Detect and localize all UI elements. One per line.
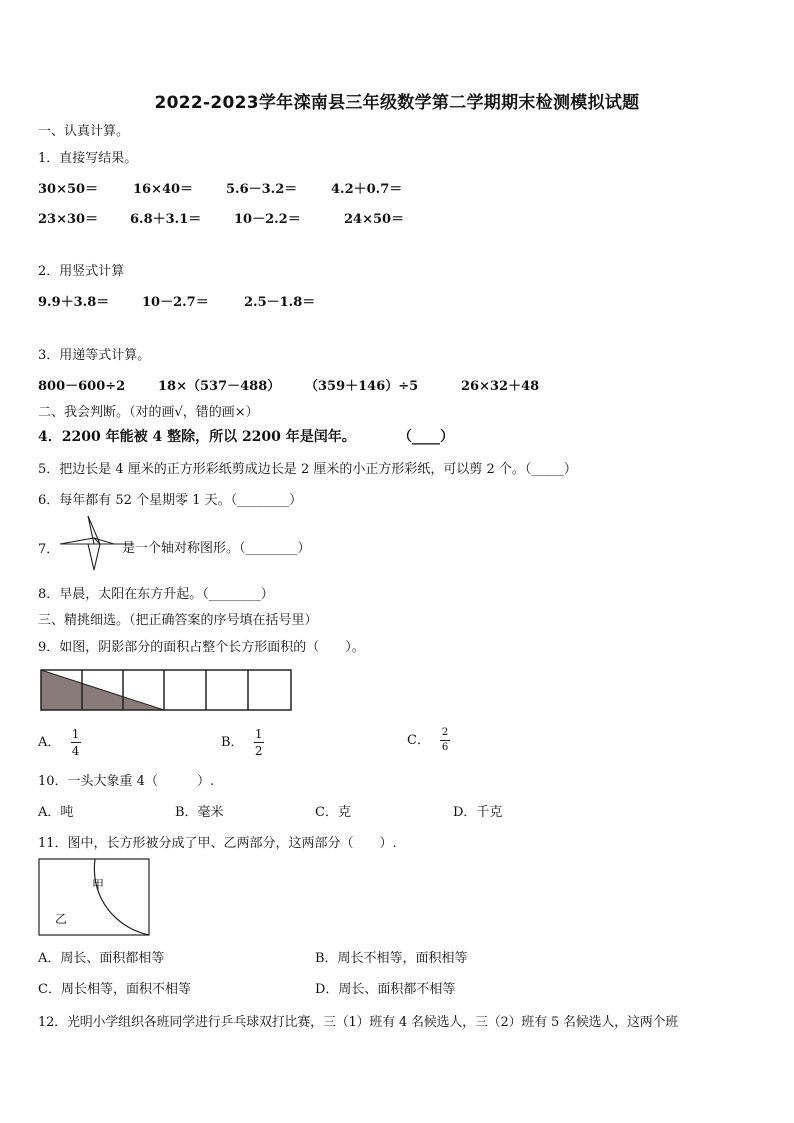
q9-option-c-label: C． (407, 733, 430, 748)
q1-item: 6.8＋3.1＝ (130, 212, 202, 227)
q11-region-yi-label: 乙 (55, 912, 68, 926)
q10-option-a[interactable]: A．吨 (38, 805, 74, 820)
denominator: 2 (254, 744, 263, 758)
q1-label: 1．直接写结果。 (38, 151, 138, 166)
q6-text: 6．每年都有 52 个星期零 1 天。（________） (38, 493, 303, 508)
q7-number: 7． (38, 542, 60, 557)
q4-answer-blank[interactable]: （____） (398, 429, 454, 445)
q3-item: 18×（537－488） (158, 379, 281, 394)
section-2-heading: 二、我会判断。（对的画√，错的画×） (38, 405, 259, 420)
fraction-bar (71, 742, 81, 743)
q12-stem: 12．光明小学组织各班同学进行乒乓球双打比赛，三（1）班有 4 名候选人，三（2）班有 5 名候选人，这两个班 (38, 1015, 679, 1030)
q11-region-jia-label: 甲 (92, 878, 105, 892)
section-1-heading: 一、认真计算。 (38, 124, 130, 139)
q2-item: 2.5－1.8＝ (244, 295, 316, 310)
q1-item: 10－2.2＝ (234, 212, 301, 227)
q5-text: 5．把边长是 4 厘米的正方形彩纸剪成边长是 2 厘米的小正方形彩纸，可以剪 2 个。（_____） (38, 462, 577, 477)
q2-item: 10－2.7＝ (142, 295, 209, 310)
q9-option-a-fraction (71, 727, 81, 758)
q2-label: 2．用竖式计算 (38, 264, 125, 279)
denominator: 6 (441, 742, 449, 753)
q9-option-b[interactable] (221, 727, 264, 758)
q9-option-a-label: A． (38, 735, 61, 750)
fraction-bar (440, 740, 450, 741)
q11-option-a[interactable]: A．周长、面积都相等 (38, 951, 165, 966)
q9-option-b-fraction (254, 727, 264, 758)
q9-option-a[interactable] (38, 727, 81, 758)
q1-item: 24×50＝ (344, 212, 405, 227)
q10-stem: 10．一头大象重 4（ ）. (38, 774, 215, 789)
numerator: 2 (441, 727, 449, 738)
q4-text: 4．2200 年能被 4 整除，所以 2200 年是闰年。 (38, 429, 356, 445)
section-3-heading: 三、精挑细选。（把正确答案的序号填在括号里） (38, 613, 318, 628)
q3-item: 26×32＋48 (461, 379, 540, 394)
q1-item: 16×40＝ (133, 182, 194, 197)
q1-item: 5.6－3.2＝ (226, 182, 298, 197)
q11-option-d[interactable]: D．周长、面积都不相等 (315, 982, 456, 997)
fraction-bar (254, 742, 264, 743)
q3-label: 3．用递等式计算。 (38, 348, 151, 363)
q9-stem: 9．如图，阴影部分的面积占整个长方形面积的（ ）。 (38, 640, 365, 655)
page-title: 2022-2023学年滦南县三年级数学第二学期期末检测模拟试题 (154, 93, 640, 113)
q9-option-b-label: B． (221, 735, 244, 750)
q10-option-b[interactable]: B．毫米 (175, 805, 224, 820)
q8-text: 8．早晨，太阳在东方升起。（________） (38, 587, 274, 602)
q11-option-c[interactable]: C．周长相等，面积不相等 (38, 982, 191, 997)
denominator: 4 (71, 744, 80, 758)
q3-item: （359＋146）÷5 (305, 379, 419, 394)
q1-item: 30×50＝ (38, 182, 99, 197)
q9-option-c-fraction (440, 727, 450, 754)
q11-option-b[interactable]: B．周长不相等，面积相等 (315, 951, 468, 966)
q1-item: 4.2＋0.7＝ (331, 182, 403, 197)
q9-rectangle-figure (40, 669, 292, 711)
q11-stem: 11．图中，长方形被分成了甲、乙两部分，这两部分（ ）. (38, 836, 397, 851)
q9-option-c[interactable] (407, 727, 450, 754)
q1-item: 23×30＝ (38, 212, 99, 227)
numerator: 1 (254, 727, 263, 741)
numerator: 1 (71, 727, 80, 741)
q10-option-d[interactable]: D．千克 (453, 805, 503, 820)
q3-item: 800－600÷2 (38, 379, 126, 394)
q2-item: 9.9＋3.8＝ (38, 295, 110, 310)
q7-text: 是一个轴对称图形。（________） (122, 541, 311, 556)
q10-option-c[interactable]: C．克 (315, 805, 351, 820)
